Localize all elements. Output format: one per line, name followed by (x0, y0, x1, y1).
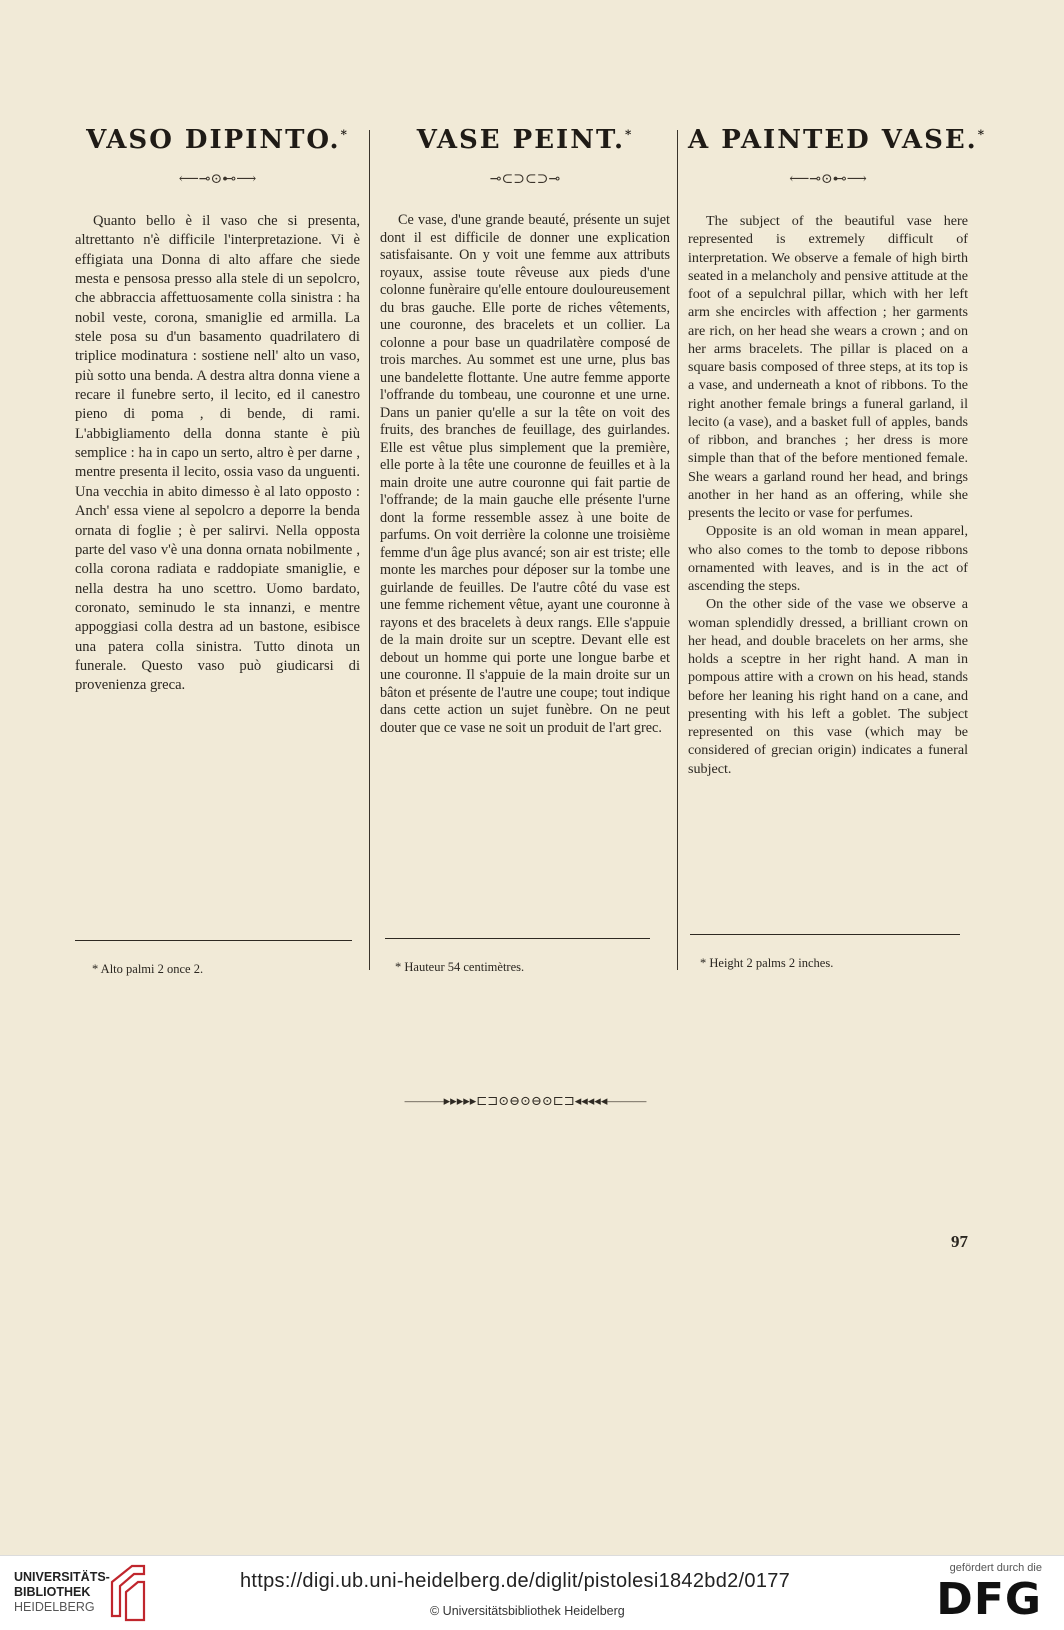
column-divider-right (677, 130, 678, 970)
bottom-ornament: ———▸▸▸▸▸⊏⊐⊙⊖⊙⊖⊙⊏⊐◂◂◂◂◂——— (404, 1093, 647, 1108)
funder-caption: gefördert durch die (949, 1562, 1042, 1574)
english-title: A PAINTED VASE.* (688, 125, 987, 155)
page-number: 97 (951, 1232, 968, 1251)
english-body-paragraph-1: The subject of the beautiful vase here represented is extremely difficult of interpretation. We observe a female of high birth seated in a melancholy and pensive attitude at the foot of a sepulchral pillar, which with her left arm she encircles with affection ; her garments are rich, on her head she wears a crown ; and on her arms bracelets. The pillar is placed on a square basis composed of three steps, at its top is a vase, and underneath a knot of ribbons. To the right another female brings a funeral garland, il lecito (a vase), and a basket full of apples, bands of ribbon, and branches ; her dress is more simple than that of the before mentioned female. She wears a garland round her head, and brings another in her hand as an offering, while she presents the lecito or vase for perfumes. (688, 213, 968, 521)
permalink-url[interactable]: https://digi.ub.uni-heidelberg.de/diglit/pistolesi1842bd2/0177 (240, 1570, 791, 1592)
italian-footnote-rule (75, 940, 352, 941)
dfg-logo[interactable]: DFG (936, 1574, 1042, 1625)
italian-column (75, 125, 360, 696)
column-divider-left (369, 130, 370, 970)
italian-footnote: * Alto palmi 2 once 2. (92, 962, 204, 976)
library-name-line-1: UNIVERSITÄTS- (14, 1570, 110, 1584)
italian-body-text: Quanto bello è il vaso che si presenta, altrettanto n'è difficile l'interpretazione. Vi è effigiata una Donna di alto affare che siede mesta e pensosa presso alla stele di un sepolcro, che abbraccia affettuosamente colla sinistra : ha nobil veste, corona, smaniglie ed armilla. La stele posa su d'un basamento quadrilatero di triplice modinatura : sostiene nell' alto un vaso, più sotto una benda. A destra altra donna viene a recare il funebre serto, il lecito, ed il canestro pieno di poma , di bende, di rami. L'abbigliamento della donna stante è più semplice : ha in capo un serto, altro è per darne , mentre presenta il lecito, ossia vaso da unguenti. Una vecchia in abito dimesso è al lato opposto : Anch' essa viene al sepolcro a deporre la benda ornata di foglie ; è per salirvi. Nella opposta parte del vaso v'è una donna ornata nobilmente , colla corona radiata e raddopiate smaniglie, e nella destra ha uno scettro. Uomo bardato, coronato, seminudo le sta innanzi, e mentre appoggiasi colla destra ad un bastone, esibisce una patera colla sinistra. Tutto dinota un funerale. Questo vaso può giudicarsi di provenienza greca. (75, 213, 360, 694)
french-title: VASE PEINT.* (416, 125, 634, 155)
english-column (688, 125, 987, 778)
library-name-line-3: HEIDELBERG (14, 1600, 95, 1614)
english-body-paragraph-3: On the other side of the vase we observe a woman splendidly dressed, a brilliant crown on her head, and double bracelets on her arms, she holds a sceptre in her right hand. A man in pompous attire with a crown on his head, stands before her leaning his right hand on a cane, and presenting with his left a goblet. The subject represented on this vase (which may be considered of grecian origin) indicates a funeral subject. (688, 596, 968, 777)
french-column (380, 125, 670, 737)
italian-title: VASO DIPINTO.* (86, 125, 349, 155)
library-logo-icon (108, 1564, 148, 1622)
english-footnote: * Height 2 palms 2 inches. (700, 956, 834, 970)
french-ornament: ⊸⊂⊃⊂⊃⊸ (489, 172, 561, 187)
library-logo-text[interactable] (14, 1570, 110, 1615)
library-name-line-2: BIBLIOTHEK (14, 1585, 91, 1599)
english-body-paragraph-2: Opposite is an old woman in mean apparel, who also comes to the tomb to depose ribbons ornamented with leaves, and is in the act of ascending the steps. (688, 523, 968, 594)
french-footnote-rule (385, 938, 650, 939)
english-ornament: ⟵⊸⊙⊷⟶ (789, 172, 867, 187)
copyright-text: © Universitätsbibliothek Heidelberg (430, 1604, 625, 1618)
french-body-text: Ce vase, d'une grande beauté, présente un sujet dont il est difficile de donner une explication satisfaisante. On y voit une femme aux attributs royaux, assise toute rêveuse aux pieds d'une colonne funèraire qu'elle entoure douloureusement du bras gauche. Elle porte de riches vêtements, une couronne, des bracelets et un collier. La colonne a pour base un quadrilatère composé de trois marches. Au sommet est une urne, plus bas une bandelette flottante. Une autre femme apporte l'offrande du tombeau, une couronne et une urne. Dans un panier qu'elle a sur la tête on voit des fruits, des branches de feuillage, des guirlandes. Elle est vêtue plus simplement que la première, elle porte à la tête une couronne de feuilles et à la main droite une autre couronne qui fait partie de l'offrande; de la main gauche elle présente l'urne dont la forme ressemble assez à une boite de parfums. On voit derrière la colonne une troisième femme d'un âge plus avancé; son air est triste; elle monte les marches pour déposer sur la tombe une guirlande de feuilles. De l'autre côté du vase est une femme richement vêtue, ayant une couronne à rayons et des bracelets à deux rangs. Elle s'appuie de la main droite sur un sceptre. Devant elle est debout un homme qui porte une longue barbe et une couronne. Il s'appuie de la main droite sur un bâton et présente de l'autre une coupe; tout indique dans cette action un sujet funèbre. On ne peut douter que ce vase ne soit un produit de l'art grec. (380, 212, 670, 736)
french-footnote: * Hauteur 54 centimètres. (395, 960, 525, 974)
english-footnote-rule (690, 934, 960, 935)
italian-ornament: ⟵⊸⊙⊷⟶ (178, 172, 257, 187)
footer-bar (0, 1555, 1064, 1630)
